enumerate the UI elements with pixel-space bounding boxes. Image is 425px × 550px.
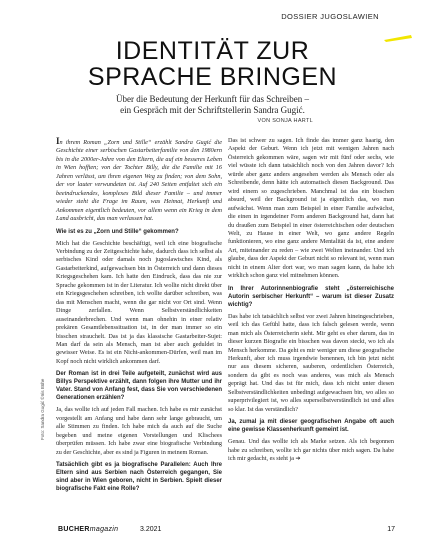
article-column-left [56, 137, 222, 497]
question-4: In Ihrer Autorinnenbiografie steht „österreichische Autorin serbischer Herkunft“ – warum ist dieser Zusatz wichtig? [228, 285, 394, 308]
answer-4: Das habe ich tatsächlich selbst vor zwei Jahren hineingeschrieben, weil ich das Gefühl hatte, dass ich falsch gelesen werde, wenn man mich als Österreicherin sieht. Mir geht es eher darum, das in dieser kurzen Biografie ein bisschen was davon steckt, wo ich als Mensch herkomme. Da geht es mir weniger um diese geografische Herkunft, aber ich muss irgendwie benennen, ich bin jetzt nicht nur aus diesem sicheren, sauberen, ordentlichen Österreich, sondern da gibt es noch was anderes, was mich als Mensch geprägt hat. Und das ist für mich, dass ich nicht unter diesen Selbstverständlichkeiten unbedingt aufgewachsen bin, wo alles so superprivilegiert ist, wo alles superselbstverständlich ist und alles so klar. Ist das verständlich? [228, 312, 394, 413]
continue-arrow-icon: ➔ [295, 455, 301, 463]
question-2: Der Roman ist in drei Teile aufgeteilt, zunächst wird aus Billys Perspektive erzählt, dann folgen ihre Mutter und ihr Vater. Stand von Anfang fest, dass Sie von verschiedenen Generationen erzählen? [56, 371, 222, 402]
question-5: Ja, zumal ja mit dieser geografischen Angabe oft auch eine gewisse Klassenherkunft gemeint ist. [228, 419, 394, 434]
article-column-right [228, 137, 394, 468]
byline: VON SONJA HARTL [257, 118, 313, 124]
question-3: Tatsächlich gibt es ja biografische Parallelen: Auch Ihre Eltern sind aus Serbien nach Österreich gegangen, Sie sind aber in Wien geboren, nicht in Serbien. Spielt dieser biografische Fakt eine Rolle? [56, 462, 222, 493]
photo-credit: Foto: Sandra Gugić ©Iris Bühe [40, 378, 45, 440]
title-line-1: IDENTITÄT ZUR [115, 37, 310, 65]
answer-3: Das ist schwer zu sagen. Ich finde das immer ganz haarig, den Aspekt der Geburt. Wenn ich jetzt mit wenigen Jahren nach Österreich gekommen wäre, sagen wir mit fünf oder sechs, wie viel wüsste ich dann tatsächlich noch von den Jahren davor? Ich würde aber ganz anders angesehen werden als Mensch oder als Schreibende, denn hätte ich automatisch diesen Background. Das wird einem so zugeschrieben. Manchmal ist das ein bisschen absurd, weil der Background ist ja eigentlich das, wo man aufwächst. Wenn man zum Beispiel in einer Familie aufwächst, die einen in irgendeiner Form anderen Background hat, dann hat du draußen zum Beispiel in einer österreichischen oder deutschen Welt, zu Hause in einer Welt, wo ganz andere Regeln funktionieren, wo eine ganz andere Mentalität da ist, eine andere Art, miteinander zu reden – wie zwei Welten ineinander. Und ich glaube, dass der Aspekt der Geburt nicht so relevant ist, wenn man nicht in einem Alter dort war, wo man sagen kann, da habe ich wirklich schon ganz viel mitnehmen können. [228, 137, 394, 280]
question-1: Wie ist es zu „Zorn und Stille“ gekommen? [56, 228, 179, 235]
magazine-logo [58, 526, 118, 533]
answer-2: Ja, das wollte ich auf jeden Fall machen. Ich habe es mir zunächst vorgestellt am Anfang und habe dann sehr lange gebraucht, um alle Stimmen zu finden. Ich habe mich da auch auf die Suche begeben und meine eigenen Vorstellungen und Klischees überprüfen müssen. Ich habe zwar eine biografische Verbindung zu der Geschichte, aber es sind ja Figuren in meinem Roman. [56, 406, 222, 456]
intro-paragraph [56, 137, 222, 224]
subtitle-line-1: Über die Bedeutung der Herkunft für das Schreiben – [116, 94, 309, 104]
answer-1: Mich hat die Geschichte beschäftigt, weil ich eine biografische Verbindung zu der Zeitgeschichte habe, dadurch dass ich selbst als serbisches Kind oder damals noch jugoslawisches Kind, als Gastarbeiterkind, aufgewachsen bin in Österreich und dann dieses Kriegsgeschehen kam. Ich hatte den Eindruck, dass das nie zur Sprache gekommen ist in der Literatur. Ich wollte nicht direkt über ein Kriegsgeschehen schreiben, ich wollte darüber schreiben, was das mit Menschen macht, wenn die gar nicht vor Ort sind. Wenn Dinge zerfallen. Wenn Selbstverständlichkeiten auseinanderbrechen. Und wenn man ohnehin in einer relativ prekären Gesamtlebenssituation ist, in der man immer so ein bisschen strauchelt. Das ist ja das klassische Gastarbeiter-Sujet: Man darf da sein als Mensch, man ist aber auch geduldet in gewisser Weise. Es ist ein Nicht-ankommen-Dürfen, weil man im Kopf noch nicht wirklich ankommen darf. [56, 239, 222, 365]
article-title [0, 38, 425, 90]
answer-5 [228, 438, 394, 463]
intro-text: n ihrem Roman „Zorn und Stille“ erzählt Sandra Gugić die Geschichte einer serbischen Gastarbeiterfamilie von den 1980ern bis in die 2000er-Jahre von den Eltern, die auf ein besseres Leben in Wien hofften; von der Tochter Billy, die die Familie mit 16 Jahren verlässt, um ihren eigenen Weg zu finden; von dem Sohn, der vor lauter verwundeten ist. Auf 240 Seiten entfaltet sich ein beeindruckendes, komplexes Bild dieser Familie – und immer wieder steht die Frage im Raum, was Heimat, Herkunft und Ankommen eigentlich bedeuten, vor allem wenn ein Krieg in dem Land ausbricht, das man verlassen hat. [56, 139, 222, 223]
magazine-name-light: magazin [89, 526, 119, 533]
page-footer [58, 526, 395, 538]
drop-initial: I [56, 136, 60, 146]
page-number: 17 [387, 526, 395, 533]
section-label: DOSSIER JUGOSLAWIEN [281, 12, 379, 21]
title-line-2: SPRACHE BRINGEN [87, 63, 338, 91]
article-subtitle [40, 94, 385, 116]
issue-number: 3.2021 [140, 526, 162, 533]
subtitle-line-2: ein Gespräch mit der Schriftstellerin Sandra Gugić. [120, 105, 305, 115]
magazine-name-strong: BUCHER [58, 526, 90, 533]
answer-5-text: Genau. Und das wollte ich als Marke setzen. Als ich begonnen habe zu schreiben, wollte ich gar nichts über mich sagen. Da habe ich mir gedacht, es steht ja [228, 438, 394, 463]
